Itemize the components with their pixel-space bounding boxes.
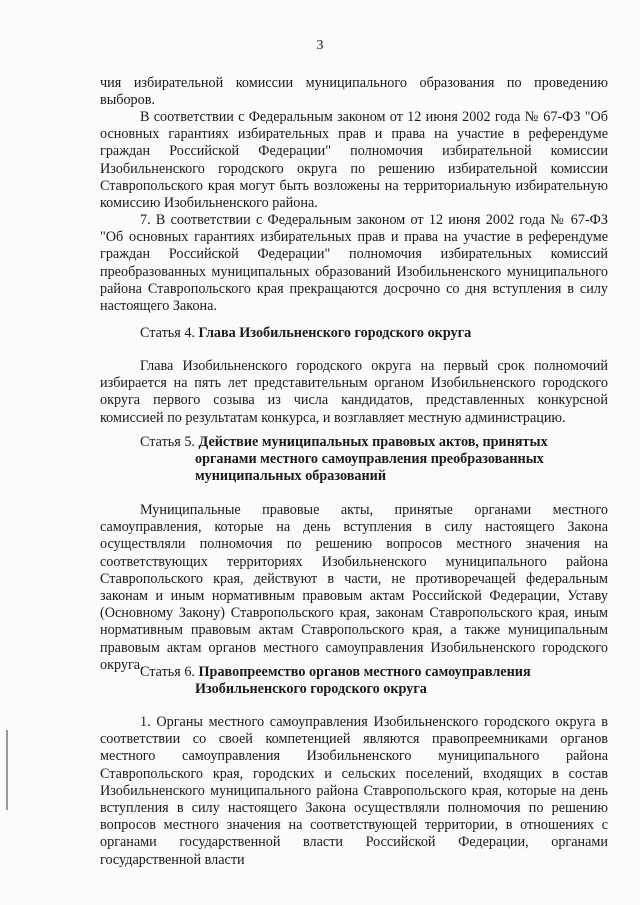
article-title: Глава Изобильненского городского округа — [198, 325, 472, 341]
article-label: Статья 4. — [140, 325, 195, 341]
paragraph: Глава Изобильненского городского округа на первый срок полномочий избирается на пять лет представительным органом Изобильненского городского округа первого созыва из числа кандидатов, представленных конкурсной комиссией по результатам конкурса, и возглавляет местную администрацию. — [100, 358, 608, 426]
article-label: Статья 5. — [140, 434, 195, 450]
article-title-line: муниципальных образований — [195, 468, 387, 484]
article-title-line: органами местного самоуправления преобразованных — [195, 451, 544, 467]
paragraph: В соответствии с Федеральным законом от 12 июня 2002 года № 67-ФЗ "Об основных гарантиях избирательных прав и права на участие в референдуме граждан Российской Федерации" полномочия избирательной комиссии Изобильненского городского округа по решению избирательной комиссии Ставропольского края могут быть возложены на территориальную избирательную комиссию Изобильненского района. — [100, 109, 608, 212]
paragraph: 7. В соответствии с Федеральным законом от 12 июня 2002 года № 67-ФЗ "Об основных гарантиях избирательных прав и права на участие в референдуме граждан Российской Федерации" полномочия избирательных комиссий преобразованных муниципальных образований Изобильненского муниципального района Ставропольского края прекращаются досрочно со дня вступления в силу настоящего Закона. — [100, 212, 608, 315]
article-title-line: Изобильненского городского округа — [195, 681, 427, 697]
article-title-line: Правопреемство органов местного самоуправления — [198, 664, 531, 680]
scan-edge-mark — [6, 730, 8, 810]
paragraph: Муниципальные правовые акты, принятые органами местного самоуправления, которые на день вступления в силу настоящего Закона осуществляли полномочия по решению вопросов местного значения на соответствующих территориях Изобильненского муниципального района Ставропольского края, действуют в части, не противоречащей федеральным законам и иным нормативным правовым актам Российской Федерации, Уставу (Основному Закону) Ставропольского края, законам Ставропольского края, иным нормативным правовым актам Ставропольского края, а также муниципальным правовым актам органов местного самоуправления Изобильненского городского округа. — [100, 502, 608, 673]
article-title-line: Действие муниципальных правовых актов, принятых — [198, 434, 548, 450]
article-heading — [140, 325, 471, 342]
paragraph: 1. Органы местного самоуправления Изобильненского городского округа в соответствии со своей компетенцией являются правопреемниками органов местного самоуправления Изобильненского муниципального района Ставропольского края, городских и сельских поселений, входящих в состав Изобильненского муниципального района Ставропольского края, которые на день вступления в силу настоящего Закона осуществляли полномочия по решению вопросов местного значения на соответствующей территории, в отношениях с органами государственной власти Российской Федерации, органами государственной власти — [100, 714, 608, 868]
page-number: 3 — [316, 38, 324, 53]
paragraph: чия избирательной комиссии муниципального образования по проведению выборов. — [100, 75, 608, 109]
article-label: Статья 6. — [140, 664, 195, 680]
